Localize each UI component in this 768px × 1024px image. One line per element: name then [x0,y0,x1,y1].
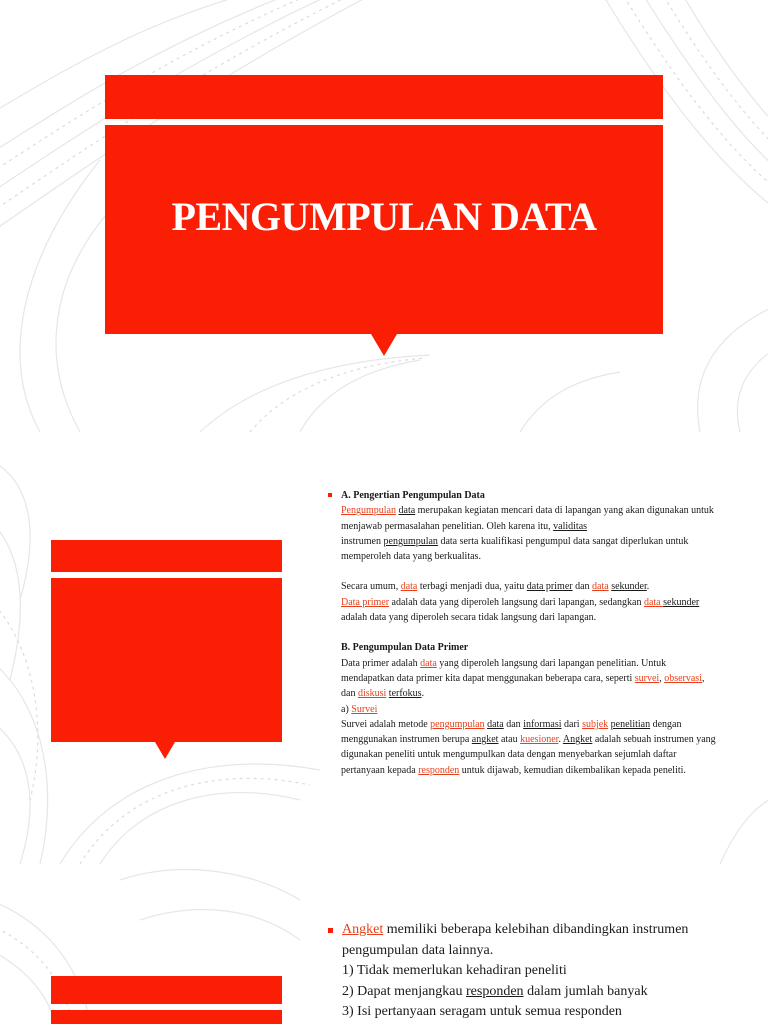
text: instrumen [341,535,384,547]
list-item: 3) Isi pertanyaan seragam untuk semua responden [342,1004,622,1019]
link-informasi[interactable]: informasi [523,718,562,730]
link-data[interactable]: data [487,718,504,730]
text: . [558,734,563,746]
link-penelitian[interactable]: penelitian [610,718,651,730]
text: adalah data yang diperoleh langsung dari lapangan, sedangkan [389,596,644,608]
link-angket[interactable]: Angket [562,734,593,746]
accent-box-pointer [155,742,175,759]
slide-title [0,0,768,432]
accent-box [51,578,282,742]
text: yang diperoleh langsung dari lapangan penelitian. Untuk mendapatkan data primer kita dapat menggunakan beberapa cara, seperti [341,657,667,684]
text: terbagi menjadi dua, yaitu [417,581,527,593]
link-data[interactable]: data [643,596,664,608]
text: dan [572,581,593,593]
link-responden[interactable]: responden [466,983,524,999]
text: dengan menggunakan instrumen berupa [341,718,682,746]
link-validitas[interactable]: validitas [553,520,588,532]
slide-definition [0,432,768,864]
bullet-square-icon [328,928,333,933]
bullet-square-icon [328,493,332,497]
accent-box [51,1010,282,1024]
text: , [659,672,665,684]
link-diskusi[interactable]: diskusi [357,688,387,700]
paragraph-data-types [341,579,721,625]
title-box-pointer [371,334,397,356]
link-data[interactable]: data [420,657,437,669]
title-accent-bar [105,75,663,119]
link-terfokus[interactable]: terfokus [388,688,422,700]
link-data-primer[interactable]: data primer [526,581,573,593]
section-a-heading [341,488,721,503]
paragraph-questionnaire-advantages [342,920,722,961]
text: merupakan kegiatan mencari data di lapangan yang akan digunakan untuk menjawab permasalahan penelitian. Oleh karena itu, [341,505,714,532]
link-angket[interactable]: angket [471,734,499,746]
definition-text-block [341,488,721,778]
text: memiliki beberapa kelebihan dibandingkan instrumen pengumpulan data lainnya. [342,922,689,958]
text: . [646,581,650,593]
link-kuesioner[interactable]: kuesioner [520,734,559,746]
link-survei[interactable]: survei [634,672,660,684]
spacer [341,625,721,640]
text: dan [503,718,524,730]
link-sekunder[interactable]: sekunder [611,581,647,593]
text: adalah data yang diperoleh secara tidak langsung dari lapangan. [341,612,597,624]
slide-questionnaire [0,864,768,1024]
paragraph-survey [341,717,721,778]
text: dalam jumlah banyak [523,983,648,999]
link-data[interactable]: data [398,505,416,517]
link-pengumpulan[interactable]: pengumpulan [383,535,438,547]
link-pengumpulan[interactable]: pengumpulan [430,718,485,730]
list-item: 1) Tidak memerlukan kehadiran peneliti [342,963,567,978]
link-data-primer[interactable]: Data primer [341,596,390,608]
questionnaire-text-block [342,920,722,1023]
text: data serta kualifikasi pengumpul data sangat diperlukan untuk memperoleh data yang berkualitas. [341,535,689,563]
link-observasi[interactable]: observasi [664,672,702,684]
text: Survei adalah metode [341,718,431,730]
text: adalah sebuah instrumen yang digunakan peneliti untuk mengumpulkan data dengan menyebarkan sejumlah daftar pertanyaan kepada [341,734,716,776]
text: Secara umum, [341,581,401,593]
list-item [342,982,722,1003]
text: Data primer adalah [341,657,421,669]
link-angket[interactable]: Angket [342,922,384,937]
link-survei[interactable]: Survei [351,703,378,715]
section-b-heading: B. Pengumpulan Data Primer [341,642,469,654]
text: , dan [341,672,705,700]
text: atau [498,734,521,746]
text: . [421,688,425,700]
link-sekunder[interactable]: sekunder [663,596,700,608]
link-responden[interactable]: responden [418,764,460,776]
text: untuk dijawab, kemudian dikembalikan kepada peneliti. [459,764,686,776]
link-data[interactable]: data [400,581,418,593]
accent-bar [51,976,282,1004]
link-subjek[interactable]: subjek [582,718,609,730]
text: 2) Dapat menjangkau [342,983,467,999]
link-pengumpulan[interactable]: Pengumpulan [341,505,396,517]
text: a) [341,703,352,715]
spacer [341,564,721,579]
survey-subheading [341,702,721,717]
paragraph-primary-data [341,656,721,702]
section-a-heading-text: A. Pengertian Pengumpulan Data [341,490,485,501]
link-data[interactable]: data [592,581,609,593]
text: dari [561,718,583,730]
paragraph-definition [341,503,721,564]
page-title: PENGUMPULAN DATA [171,194,597,239]
accent-bar [51,540,282,572]
